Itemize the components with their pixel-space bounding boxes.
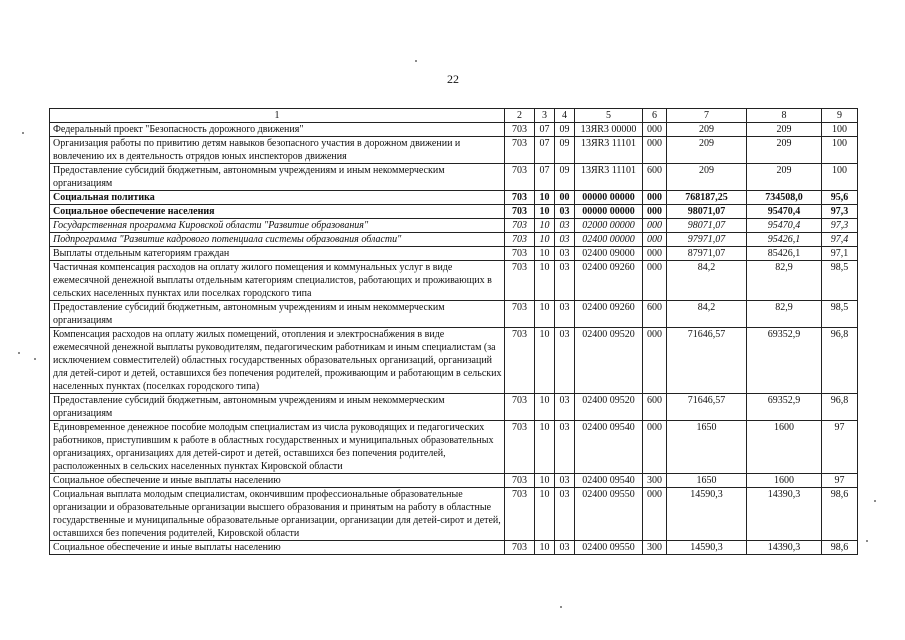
section-cell: 10: [535, 328, 555, 394]
target-article-cell: 02400 00000: [575, 233, 643, 247]
actual-amount-cell: 14390,3: [747, 541, 822, 555]
percent-cell: 98,5: [822, 261, 858, 301]
planned-amount-cell: 14590,3: [667, 541, 747, 555]
code-cell: 703: [505, 219, 535, 233]
actual-amount-cell: 1600: [747, 474, 822, 488]
subsection-cell: 09: [555, 164, 575, 191]
expense-type-cell: 300: [643, 541, 667, 555]
planned-amount-cell: 1650: [667, 474, 747, 488]
expense-type-cell: 000: [643, 219, 667, 233]
row-name-cell: Частичная компенсация расходов на оплату жилого помещения и коммунальных услуг в виде ежемесячной денежной выплаты отдельным категориям специалистов, работающих и проживающих в сельских населенных пунктах или поселках городского типа: [50, 261, 505, 301]
code-cell: 703: [505, 421, 535, 474]
subsection-cell: 03: [555, 421, 575, 474]
page-number: 22: [447, 72, 459, 86]
actual-amount-cell: 95470,4: [747, 219, 822, 233]
section-cell: 10: [535, 233, 555, 247]
table-row: [50, 164, 858, 191]
section-cell: 10: [535, 488, 555, 541]
subsection-cell: 03: [555, 205, 575, 219]
expense-type-cell: 600: [643, 164, 667, 191]
table-row: [50, 328, 858, 394]
subsection-cell: 03: [555, 233, 575, 247]
table-row: [50, 474, 858, 488]
subsection-cell: 00: [555, 191, 575, 205]
subsection-cell: 03: [555, 247, 575, 261]
section-cell: 10: [535, 474, 555, 488]
speck: [415, 60, 417, 62]
section-cell: 07: [535, 123, 555, 137]
row-name-cell: Компенсация расходов на оплату жилых помещений, отопления и электроснабжения в виде ежемесячной денежной выплаты руководителям, педагогическим работникам и иным специалистам (за исключением совместителей) областных государственных образовательных организаций, организаций для детей-сирот и детей, оставшихся без попечения родителей, проживающим и работающим в сельских населенных пунктах (поселках городского типа): [50, 328, 505, 394]
percent-cell: 100: [822, 164, 858, 191]
table-row: [50, 261, 858, 301]
planned-amount-cell: 209: [667, 123, 747, 137]
subsection-cell: 03: [555, 541, 575, 555]
subsection-cell: 03: [555, 474, 575, 488]
table-row: [50, 191, 858, 205]
subsection-cell: 03: [555, 261, 575, 301]
percent-cell: 100: [822, 123, 858, 137]
section-cell: 10: [535, 394, 555, 421]
expense-type-cell: 000: [643, 233, 667, 247]
subsection-cell: 09: [555, 137, 575, 164]
section-cell: 07: [535, 137, 555, 164]
planned-amount-cell: 71646,57: [667, 328, 747, 394]
table-row: [50, 137, 858, 164]
speck: [18, 352, 20, 354]
code-cell: 703: [505, 474, 535, 488]
planned-amount-cell: 98071,07: [667, 219, 747, 233]
header-cell: 9: [822, 109, 858, 123]
row-name-cell: Предоставление субсидий бюджетным, автономным учреждениям и иным некоммерческим организациям: [50, 301, 505, 328]
target-article-cell: 02400 09550: [575, 541, 643, 555]
code-cell: 703: [505, 301, 535, 328]
header-cell: 5: [575, 109, 643, 123]
code-cell: 703: [505, 137, 535, 164]
section-cell: 10: [535, 301, 555, 328]
target-article-cell: 02400 09520: [575, 394, 643, 421]
table-row: [50, 123, 858, 137]
percent-cell: 97: [822, 421, 858, 474]
table-row: [50, 219, 858, 233]
planned-amount-cell: 84,2: [667, 261, 747, 301]
code-cell: 703: [505, 261, 535, 301]
table-row: [50, 301, 858, 328]
table-row: [50, 205, 858, 219]
target-article-cell: 13ЯR3 11101: [575, 137, 643, 164]
section-cell: 10: [535, 421, 555, 474]
subsection-cell: 03: [555, 328, 575, 394]
header-cell: 6: [643, 109, 667, 123]
planned-amount-cell: 87971,07: [667, 247, 747, 261]
expense-type-cell: 600: [643, 301, 667, 328]
percent-cell: 96,8: [822, 328, 858, 394]
code-cell: 703: [505, 328, 535, 394]
planned-amount-cell: 84,2: [667, 301, 747, 328]
planned-amount-cell: 97971,07: [667, 233, 747, 247]
expense-type-cell: 000: [643, 421, 667, 474]
header-cell: 4: [555, 109, 575, 123]
row-name-cell: Организация работы по привитию детям навыков безопасного участия в дорожном движении и вовлечению их в деятельность отрядов юных инспекторов движения: [50, 137, 505, 164]
percent-cell: 97,4: [822, 233, 858, 247]
expense-type-cell: 000: [643, 191, 667, 205]
actual-amount-cell: 95470,4: [747, 205, 822, 219]
target-article-cell: 02400 09520: [575, 328, 643, 394]
section-cell: 10: [535, 191, 555, 205]
expense-type-cell: 000: [643, 488, 667, 541]
expense-type-cell: 000: [643, 137, 667, 164]
code-cell: 703: [505, 541, 535, 555]
table-row: [50, 394, 858, 421]
actual-amount-cell: 85426,1: [747, 247, 822, 261]
target-article-cell: 02000 00000: [575, 219, 643, 233]
code-cell: 703: [505, 488, 535, 541]
expense-type-cell: 000: [643, 123, 667, 137]
subsection-cell: 03: [555, 488, 575, 541]
code-cell: 703: [505, 394, 535, 421]
speck: [866, 540, 868, 542]
table-row: [50, 541, 858, 555]
header-row: [50, 109, 858, 123]
section-cell: 10: [535, 261, 555, 301]
speck: [560, 606, 562, 608]
table-row: [50, 488, 858, 541]
actual-amount-cell: 95426,1: [747, 233, 822, 247]
actual-amount-cell: 69352,9: [747, 328, 822, 394]
planned-amount-cell: 768187,25: [667, 191, 747, 205]
row-name-cell: Социальное обеспечение и иные выплаты населению: [50, 474, 505, 488]
target-article-cell: 02400 09540: [575, 421, 643, 474]
table-body: [50, 109, 858, 555]
percent-cell: 97: [822, 474, 858, 488]
target-article-cell: 00000 00000: [575, 205, 643, 219]
percent-cell: 97,3: [822, 205, 858, 219]
percent-cell: 98,6: [822, 541, 858, 555]
planned-amount-cell: 98071,07: [667, 205, 747, 219]
subsection-cell: 03: [555, 301, 575, 328]
code-cell: 703: [505, 164, 535, 191]
subsection-cell: 09: [555, 123, 575, 137]
planned-amount-cell: 71646,57: [667, 394, 747, 421]
row-name-cell: Социальное обеспечение населения: [50, 205, 505, 219]
row-name-cell: Единовременное денежное пособие молодым специалистам из числа руководящих и педагогических работников, приступившим к работе в областных государственных и муниципальных образовательных организациях, организациях для детей-сирот и детей, оставшихся без попечения родителей, расположенных в сельских населенных пунктах Кировской области: [50, 421, 505, 474]
percent-cell: 97,1: [822, 247, 858, 261]
target-article-cell: 13ЯR3 11101: [575, 164, 643, 191]
table-row: [50, 247, 858, 261]
speck: [34, 358, 36, 360]
percent-cell: 96,8: [822, 394, 858, 421]
target-article-cell: 02400 09540: [575, 474, 643, 488]
table-row: [50, 421, 858, 474]
actual-amount-cell: 734508,0: [747, 191, 822, 205]
header-cell: 2: [505, 109, 535, 123]
row-name-cell: Социальная политика: [50, 191, 505, 205]
target-article-cell: 02400 09550: [575, 488, 643, 541]
section-cell: 10: [535, 247, 555, 261]
row-name-cell: Выплаты отдельным категориям граждан: [50, 247, 505, 261]
subsection-cell: 03: [555, 394, 575, 421]
expense-type-cell: 600: [643, 394, 667, 421]
section-cell: 10: [535, 205, 555, 219]
header-cell: 7: [667, 109, 747, 123]
actual-amount-cell: 209: [747, 137, 822, 164]
actual-amount-cell: 82,9: [747, 301, 822, 328]
target-article-cell: 02400 09000: [575, 247, 643, 261]
section-cell: 07: [535, 164, 555, 191]
planned-amount-cell: 209: [667, 137, 747, 164]
speck: [874, 500, 876, 502]
speck: [22, 132, 24, 134]
row-name-cell: Предоставление субсидий бюджетным, автономным учреждениям и иным некоммерческим организациям: [50, 164, 505, 191]
table-row: [50, 233, 858, 247]
section-cell: 10: [535, 219, 555, 233]
expense-type-cell: 000: [643, 328, 667, 394]
row-name-cell: Предоставление субсидий бюджетным, автономным учреждениям и иным некоммерческим организациям: [50, 394, 505, 421]
code-cell: 703: [505, 247, 535, 261]
code-cell: 703: [505, 233, 535, 247]
code-cell: 703: [505, 205, 535, 219]
expense-type-cell: 000: [643, 261, 667, 301]
expense-type-cell: 000: [643, 247, 667, 261]
code-cell: 703: [505, 191, 535, 205]
expense-type-cell: 300: [643, 474, 667, 488]
actual-amount-cell: 82,9: [747, 261, 822, 301]
subsection-cell: 03: [555, 219, 575, 233]
row-name-cell: Подпрограмма "Развитие кадрового потенциала системы образования области": [50, 233, 505, 247]
header-cell: 3: [535, 109, 555, 123]
actual-amount-cell: 14390,3: [747, 488, 822, 541]
budget-table: [49, 108, 858, 555]
row-name-cell: Государственная программа Кировской области "Развитие образования": [50, 219, 505, 233]
row-name-cell: Социальное обеспечение и иные выплаты населению: [50, 541, 505, 555]
percent-cell: 98,5: [822, 301, 858, 328]
section-cell: 10: [535, 541, 555, 555]
percent-cell: 97,3: [822, 219, 858, 233]
planned-amount-cell: 209: [667, 164, 747, 191]
percent-cell: 100: [822, 137, 858, 164]
code-cell: 703: [505, 123, 535, 137]
row-name-cell: Социальная выплата молодым специалистам, окончившим профессиональные образовательные организации и образовательные организации высшего образования и принятым на работу в областные государственные и муниципальные образовательные организации, организации для детей-сирот и детей, оставшихся без попечения родителей, Кировской области: [50, 488, 505, 541]
target-article-cell: 02400 09260: [575, 261, 643, 301]
actual-amount-cell: 209: [747, 164, 822, 191]
target-article-cell: 00000 00000: [575, 191, 643, 205]
planned-amount-cell: 14590,3: [667, 488, 747, 541]
actual-amount-cell: 209: [747, 123, 822, 137]
planned-amount-cell: 1650: [667, 421, 747, 474]
actual-amount-cell: 1600: [747, 421, 822, 474]
header-cell: 8: [747, 109, 822, 123]
percent-cell: 98,6: [822, 488, 858, 541]
target-article-cell: 13ЯR3 00000: [575, 123, 643, 137]
percent-cell: 95,6: [822, 191, 858, 205]
actual-amount-cell: 69352,9: [747, 394, 822, 421]
expense-type-cell: 000: [643, 205, 667, 219]
header-cell: 1: [50, 109, 505, 123]
target-article-cell: 02400 09260: [575, 301, 643, 328]
row-name-cell: Федеральный проект "Безопасность дорожного движения": [50, 123, 505, 137]
